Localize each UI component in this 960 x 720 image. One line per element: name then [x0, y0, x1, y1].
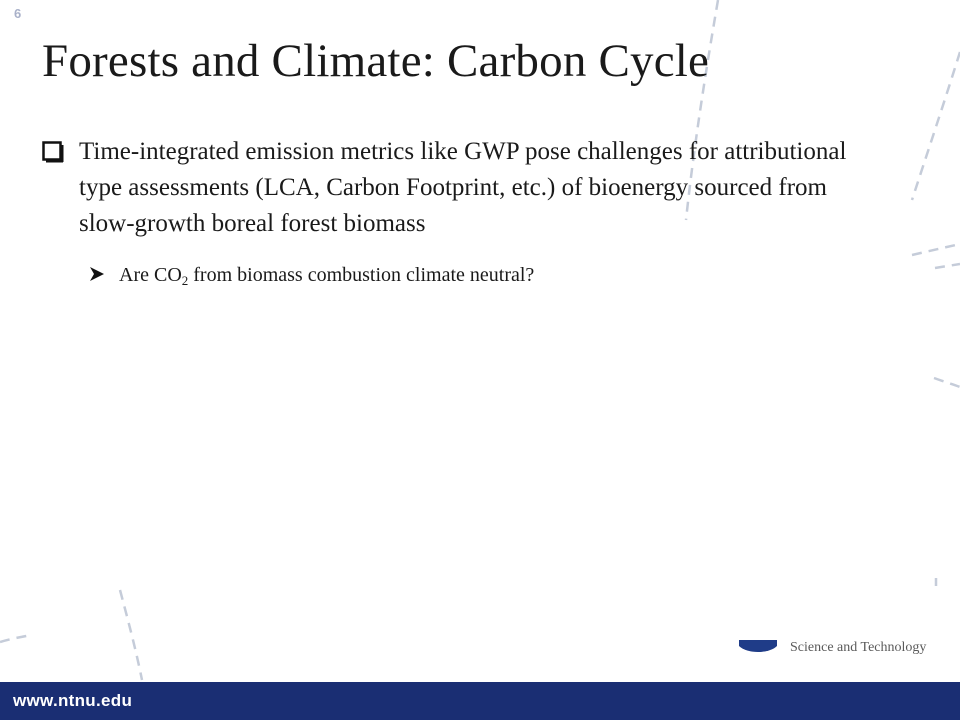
arrow-bullet-icon — [89, 266, 105, 282]
slide-title: Forests and Climate: Carbon Cycle — [42, 35, 710, 87]
sub-bullet-prefix: Are CO — [119, 264, 182, 286]
square-bullet-icon — [42, 141, 64, 163]
ntnu-logo-icon — [739, 640, 777, 654]
co2-subscript: 2 — [181, 273, 189, 288]
footer-bar — [0, 682, 960, 720]
logo-tagline: Science and Technology — [790, 640, 927, 655]
sub-bullet-text — [119, 262, 534, 288]
sub-bullet-suffix: from biomass combustion climate neutral? — [188, 264, 535, 286]
footer-url: www.ntnu.edu — [13, 691, 133, 710]
main-bullet-text: Time-integrated emission metrics like GWP pose challenges for attributional type assessments (LCA, Carbon Footprint, etc.) of bioenergy sourced from slow-growth boreal forest biomass — [79, 138, 847, 237]
slide-number: 6 — [14, 6, 22, 21]
